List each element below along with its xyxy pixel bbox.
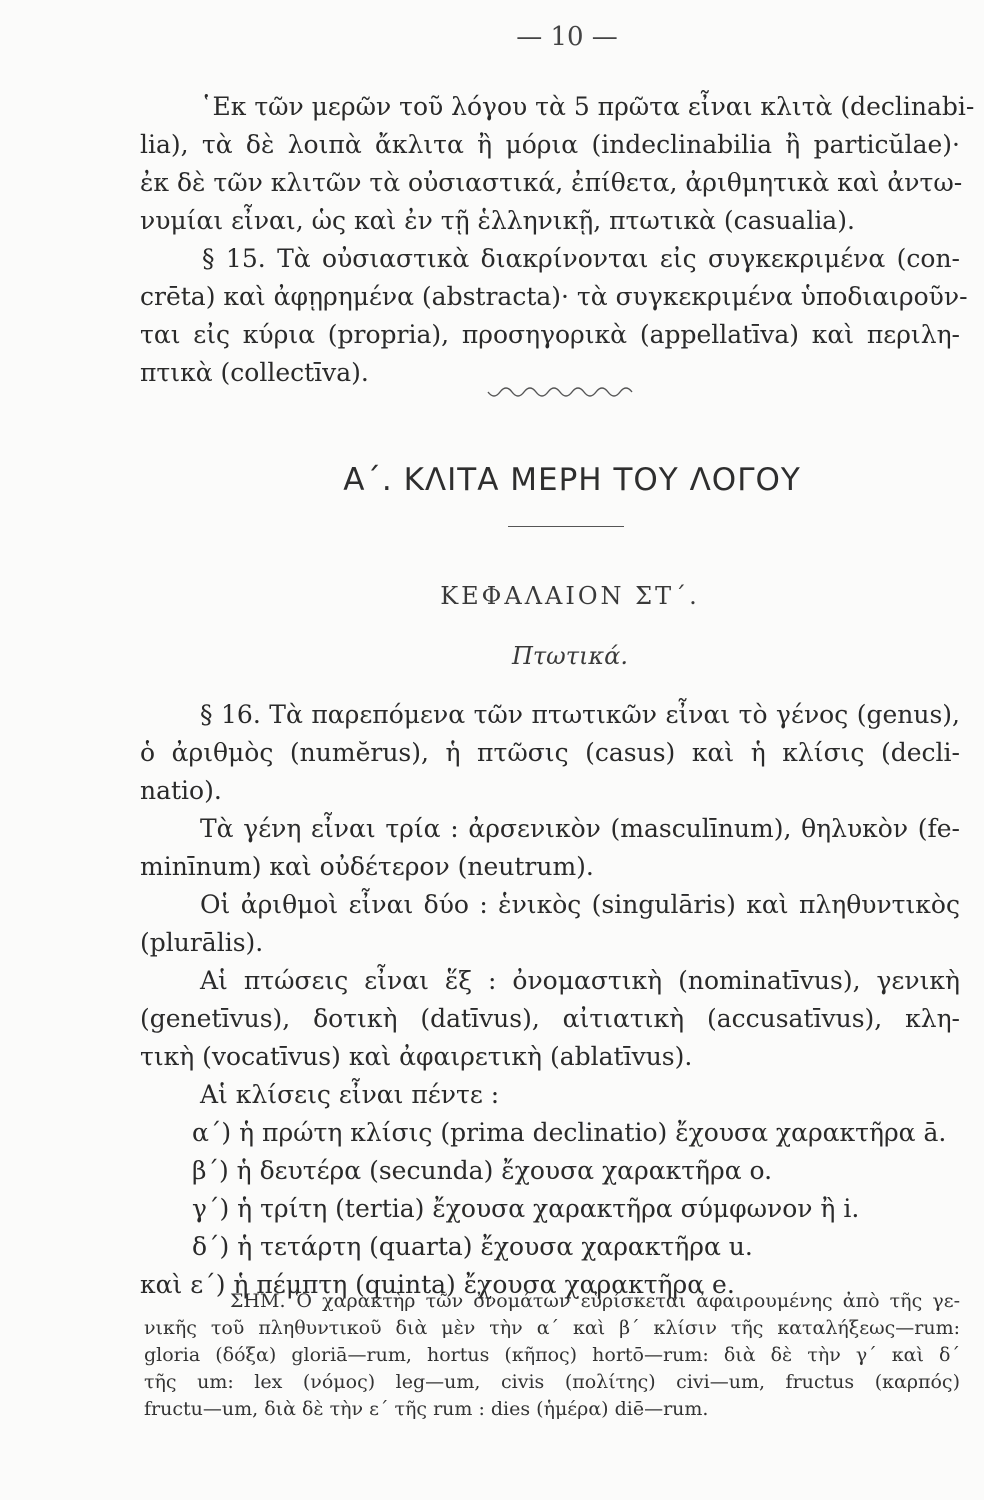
text-line: natio). <box>140 776 222 805</box>
cases-line: Αἱ πτώσεις εἶναι ἕξ : ὀνομαστικὴ (nominatīvus), γενικὴ <box>200 966 960 995</box>
page-number: — 10 — <box>516 22 618 52</box>
footnote-line: ΣΗΜ. Ὁ χαρακτὴρ τῶν ὀνομάτων εὑρίσκεται ἀφαιρουμένης ἀπὸ τῆς γε- <box>230 1290 960 1312</box>
text-line: minīnum) καὶ οὐδέτερον (neutrum). <box>140 852 594 881</box>
text-line: crēta) καὶ ἀφῃρημένα (abstracta)· τὰ συγκεκριμένα ὑποδιαιροῦν- <box>140 282 968 311</box>
text-line: (genetīvus), δοτικὴ (datīvus), αἰτιατικὴ (accusatīvus), κλη- <box>140 1004 960 1033</box>
declension-item: καὶ ε΄) ἡ πέμπτη (quinta) ἔχουσα χαρακτῆρα e. <box>140 1270 735 1299</box>
chapter-heading: ΚΕΦΑΛΑΙΟΝ ΣΤ΄. <box>440 582 700 610</box>
footnote <box>144 1288 960 1423</box>
text-line: τικὴ (vocatīvus) καὶ ἀφαιρετικὴ (ablatīvus). <box>140 1042 693 1071</box>
text-line: νυμίαι εἶναι, ὡς καὶ ἐν τῇ ἑλληνικῇ, πτωτικὰ (casualia). <box>140 206 855 235</box>
numbers-line: Οἱ ἀριθμοὶ εἶναι δύο : ἑνικὸς (singulāris) καὶ πληθυντικὸς <box>200 890 960 919</box>
text-line: (plurālis). <box>140 928 264 957</box>
declension-item: γ΄) ἡ τρίτη (tertia) ἔχουσα χαρακτῆρα σύμφωνον ἢ i. <box>192 1194 860 1223</box>
chapter-subtitle: Πτωτικά. <box>511 642 629 670</box>
section-16-heading-line: § 16. Τὰ παρεπόμενα τῶν πτωτικῶν εἶναι τὸ γένος (genus), <box>200 700 960 729</box>
declension-item: β΄) ἡ δευτέρα (secunda) ἔχουσα χαρακτῆρα o. <box>192 1156 773 1185</box>
footnote-line: τῆς um: lex (νόμος) leg—um, civis (πολίτης) civi—um, fructus (καρπός) <box>144 1371 960 1393</box>
footnote-line: fructu—um, διὰ δὲ τὴν ε΄ τῆς rum : dies (ἡμέρα) diē—rum. <box>144 1398 709 1420</box>
genders-line: Τὰ γένη εἶναι τρία : ἀρσενικὸν (masculīnum), θηλυκὸν (fe- <box>200 814 960 843</box>
text-line: ῾Εκ τῶν μερῶν τοῦ λόγου τὰ 5 πρῶτα εἶναι κλιτὰ (declinabi- <box>200 92 975 121</box>
declension-item: α΄) ἡ πρώτη κλίσις (prima declinatio) ἔχουσα χαρακτῆρα ā. <box>192 1118 947 1147</box>
text-line: lia), τὰ δὲ λοιπὰ ἄκλιτα ἢ μόρια (indeclinabilia ἢ particŭlae)· <box>140 130 960 159</box>
declensions-intro-line: Αἱ κλίσεις εἶναι πέντε : <box>200 1080 500 1109</box>
text-line: ὁ ἀριθμὸς (numĕrus), ἡ πτῶσις (casus) καὶ ἡ κλίσις (decli- <box>140 738 960 767</box>
text-line: πτικὰ (collectīva). <box>140 358 369 387</box>
text-line: ἐκ δὲ τῶν κλιτῶν τὰ οὐσιαστικά, ἐπίθετα, ἀριθμητικὰ καὶ ἀντω- <box>140 168 963 197</box>
footnote-line: gloria (δόξα) gloriā—rum, hortus (κῆπος) hortō—rum: διὰ δὲ τὴν γ΄ καὶ δ΄ <box>144 1344 960 1366</box>
footnote-line: νικῆς τοῦ πληθυντικοῦ διὰ μὲν τὴν α΄ καὶ β΄ κλίσιν τῆς καταλήξεως—rum: <box>144 1317 960 1339</box>
section-16 <box>140 696 960 1304</box>
intro-paragraph <box>140 88 975 392</box>
title-underline <box>508 526 624 527</box>
text-line: ται εἰς κύρια (propria), προσηγορικὰ (appellatīva) καὶ περιλη- <box>140 320 960 349</box>
section-15-heading-line: § 15. Τὰ οὐσιαστικὰ διακρίνονται εἰς συγκεκριμένα (con- <box>202 244 960 273</box>
ornament-divider <box>486 386 636 404</box>
part-title: Α΄. ΚΛΙΤΑ ΜΕΡΗ ΤΟΥ ΛΟΓΟΥ <box>343 462 801 498</box>
declension-item: δ΄) ἡ τετάρτη (quarta) ἔχουσα χαρακτῆρα u. <box>192 1232 753 1261</box>
